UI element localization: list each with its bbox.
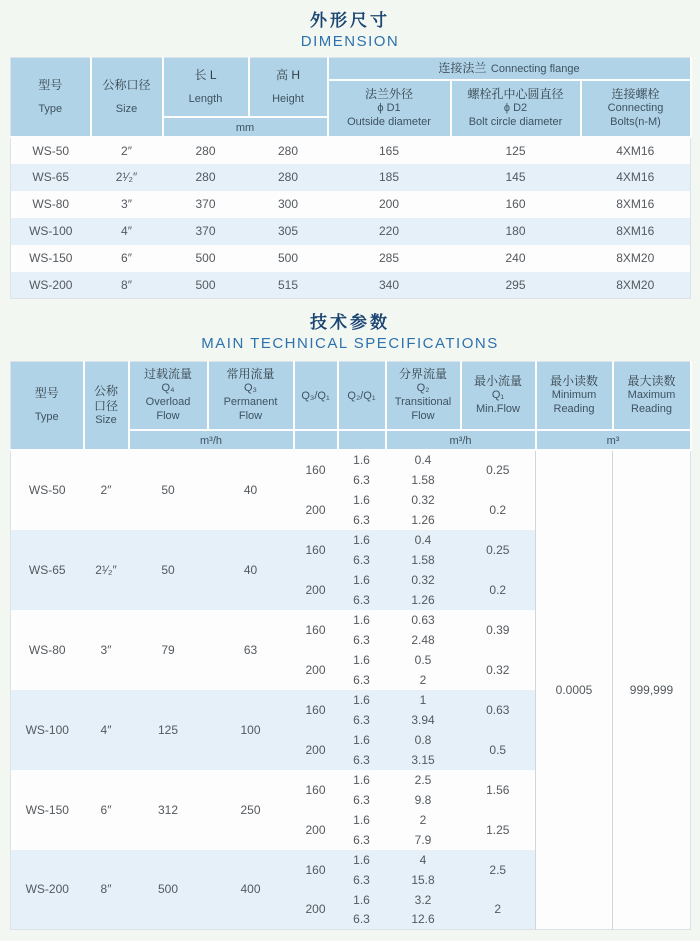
label-en: Type (38, 102, 63, 115)
bolts-cell: 8XM16 (581, 218, 691, 245)
transitional-cell: 2 (386, 810, 461, 830)
q2q1-cell: 1.6 (338, 810, 386, 830)
size-cell: 4″ (91, 218, 163, 245)
size-cell: 3″ (84, 610, 129, 690)
label-en: Flow (156, 410, 180, 423)
permanent-cell: 100 (208, 690, 294, 770)
label-cn: 高 H (275, 67, 300, 82)
size-cell: 6″ (91, 245, 163, 272)
unit-label: mm (235, 121, 255, 134)
q2q1-cell: 6.3 (338, 510, 386, 530)
col-header-q3q1-ratio (294, 362, 338, 430)
col-header-size (91, 58, 163, 137)
q3q1-cell: 200 (294, 890, 338, 930)
col-header-outside-diameter (328, 80, 451, 137)
q3q1-cell: 160 (294, 690, 338, 730)
q2q1-cell: 1.6 (338, 770, 386, 790)
label-cn: 口径 (93, 398, 118, 413)
label-cn: 法兰外径 (364, 87, 413, 101)
size-cell: 3″ (91, 191, 163, 218)
label-cn: 最小读数 (549, 374, 598, 389)
label-cn: 分界流量 (398, 367, 447, 382)
transitional-cell: 3.15 (386, 750, 461, 770)
label-en: Transitional (394, 396, 452, 409)
label-en: Outside diameter (347, 116, 431, 128)
label-en: Bolts(n-M) (610, 116, 661, 128)
label-en: Min.Flow (475, 403, 520, 416)
col-header-overload-flow (129, 362, 208, 430)
q2q1-cell: 1.6 (338, 850, 386, 870)
minflow-cell: 0.2 (461, 570, 536, 610)
type-cell: WS-200 (11, 850, 84, 930)
q2q1-cell: 1.6 (338, 650, 386, 670)
transitional-cell: 4 (386, 850, 461, 870)
unit-header-flow-b (386, 430, 536, 450)
q3q1-cell: 160 (294, 610, 338, 650)
d2-cell: 180 (451, 218, 581, 245)
label-en: Reading (553, 403, 595, 416)
label-en: Size (115, 102, 138, 115)
size-cell: 8″ (84, 850, 129, 930)
bolts-cell: 4XM16 (581, 164, 691, 191)
q3q1-cell: 200 (294, 730, 338, 770)
q3q1-cell: 200 (294, 810, 338, 850)
d2-cell: 295 (451, 272, 581, 299)
col-header-size (84, 362, 129, 450)
height-cell: 500 (249, 245, 328, 272)
type-cell: WS-80 (11, 191, 91, 218)
q2q1-cell: 6.3 (338, 630, 386, 650)
label-symbol: Q₄ (161, 382, 175, 395)
q2q1-cell: 6.3 (338, 750, 386, 770)
label-cn: 最大读数 (627, 374, 676, 389)
label-symbol: ϕ D1 (377, 102, 401, 114)
col-header-minimum-reading (536, 362, 613, 430)
permanent-cell: 63 (208, 610, 294, 690)
specs-title-block (10, 312, 690, 353)
height-cell: 305 (249, 218, 328, 245)
transitional-cell: 12.6 (386, 910, 461, 930)
label-symbol: Q₂ (416, 382, 430, 395)
d1-cell: 185 (328, 164, 451, 191)
unit-header-empty (294, 430, 338, 450)
table-row (11, 450, 691, 470)
type-cell: WS-80 (11, 610, 84, 690)
d2-cell: 145 (451, 164, 581, 191)
header-row (11, 58, 691, 80)
overload-cell: 50 (129, 530, 208, 610)
q3q1-cell: 160 (294, 450, 338, 490)
label-cn: 公称 (93, 383, 118, 398)
label-en: Connecting flange (490, 63, 580, 76)
label-symbol: Q₂/Q₁ (347, 390, 376, 403)
transitional-cell: 2 (386, 670, 461, 690)
minflow-cell: 2.5 (461, 850, 536, 890)
transitional-cell: 0.63 (386, 610, 461, 630)
minflow-cell: 0.25 (461, 450, 536, 490)
transitional-cell: 1.26 (386, 510, 461, 530)
min-reading-cell: 0.0005 (536, 450, 613, 930)
unit-header-reading (536, 430, 691, 450)
label-symbol: Q₃/Q₁ (301, 390, 330, 403)
d1-cell: 165 (328, 137, 451, 164)
dimension-title-en: DIMENSION (300, 33, 400, 50)
minflow-cell: 0.2 (461, 490, 536, 530)
unit-label: m³ (606, 434, 620, 447)
label-en: Size (95, 413, 117, 426)
overload-cell: 50 (129, 450, 208, 530)
label-cn: 连接法兰 (438, 61, 487, 76)
transitional-cell: 1 (386, 690, 461, 710)
q2q1-cell: 6.3 (338, 870, 386, 890)
height-cell: 300 (249, 191, 328, 218)
q2q1-cell: 6.3 (338, 470, 386, 490)
unit-header-mm (163, 117, 328, 137)
table-row (11, 272, 691, 299)
minflow-cell: 0.32 (461, 650, 536, 690)
q3q1-cell: 200 (294, 490, 338, 530)
label-symbol: Q₁ (491, 389, 505, 402)
unit-label: m³/h (449, 434, 472, 447)
length-cell: 280 (163, 137, 249, 164)
col-header-type (11, 58, 91, 137)
size-cell: 2¹⁄₂″ (91, 164, 163, 191)
unit-label: m³/h (200, 434, 222, 447)
label-cn: 公称口径 (102, 77, 151, 92)
transitional-cell: 3.2 (386, 890, 461, 910)
length-cell: 500 (163, 272, 249, 299)
transitional-cell: 1.58 (386, 470, 461, 490)
transitional-cell: 2.48 (386, 630, 461, 650)
q2q1-cell: 6.3 (338, 550, 386, 570)
label-cn: 过载流量 (143, 367, 192, 382)
label-en: Permanent (223, 396, 278, 409)
label-en: Bolt circle diameter (468, 116, 563, 128)
minflow-cell: 2 (461, 890, 536, 930)
transitional-cell: 15.8 (386, 870, 461, 890)
q2q1-cell: 6.3 (338, 790, 386, 810)
minflow-cell: 0.63 (461, 690, 536, 730)
q2q1-cell: 1.6 (338, 730, 386, 750)
d1-cell: 340 (328, 272, 451, 299)
type-cell: WS-65 (11, 164, 91, 191)
minflow-cell: 0.39 (461, 610, 536, 650)
type-cell: WS-100 (11, 218, 91, 245)
label-cn: 长 L (194, 67, 217, 82)
transitional-cell: 0.4 (386, 450, 461, 470)
unit-header-flow-a (129, 430, 294, 450)
d1-cell: 285 (328, 245, 451, 272)
max-reading-cell: 999,999 (613, 450, 691, 930)
label-en: Flow (411, 410, 435, 423)
height-cell: 280 (249, 164, 328, 191)
q2q1-cell: 1.6 (338, 490, 386, 510)
transitional-cell: 0.32 (386, 490, 461, 510)
label-cn: 最小流量 (473, 374, 522, 389)
height-cell: 515 (249, 272, 328, 299)
label-symbol: Q₃ (243, 382, 258, 395)
q2q1-cell: 1.6 (338, 530, 386, 550)
bolts-cell: 8XM20 (581, 245, 691, 272)
size-cell: 2″ (84, 450, 129, 530)
col-header-height (249, 58, 328, 117)
q2q1-cell: 6.3 (338, 910, 386, 930)
overload-cell: 125 (129, 690, 208, 770)
dimension-title-cn: 外形尺寸 (310, 11, 390, 30)
q2q1-cell: 6.3 (338, 590, 386, 610)
label-symbol: ϕ D2 (503, 102, 528, 114)
q2q1-cell: 1.6 (338, 690, 386, 710)
overload-cell: 500 (129, 850, 208, 930)
permanent-cell: 40 (208, 530, 294, 610)
transitional-cell: 1.58 (386, 550, 461, 570)
col-header-q2q1-ratio (338, 362, 386, 430)
col-header-transitional-flow (386, 362, 461, 430)
transitional-cell: 0.8 (386, 730, 461, 750)
label-en: Type (34, 411, 59, 424)
header-row (11, 362, 691, 430)
d2-cell: 160 (451, 191, 581, 218)
specs-table (10, 361, 692, 930)
col-header-bolt-circle (451, 80, 581, 137)
col-header-permanent-flow (208, 362, 294, 430)
q3q1-cell: 200 (294, 570, 338, 610)
d1-cell: 200 (328, 191, 451, 218)
label-en: Length (188, 92, 223, 105)
table-row (11, 164, 691, 191)
length-cell: 500 (163, 245, 249, 272)
length-cell: 370 (163, 191, 249, 218)
label-cn: 型号 (34, 386, 59, 401)
col-header-type (11, 362, 84, 450)
transitional-cell: 0.5 (386, 650, 461, 670)
bolts-cell: 8XM16 (581, 191, 691, 218)
col-header-bolts (581, 80, 691, 137)
unit-header-empty (338, 430, 386, 450)
permanent-cell: 250 (208, 770, 294, 850)
table-row (11, 137, 691, 164)
label-en: Height (272, 92, 304, 105)
type-cell: WS-150 (11, 245, 91, 272)
permanent-cell: 40 (208, 450, 294, 530)
table-row (11, 245, 691, 272)
label-en: Maximum (627, 389, 676, 402)
label-en: Overload (145, 396, 191, 409)
col-header-maximum-reading (613, 362, 691, 430)
d1-cell: 220 (328, 218, 451, 245)
q3q1-cell: 160 (294, 530, 338, 570)
size-cell: 6″ (84, 770, 129, 850)
minflow-cell: 0.25 (461, 530, 536, 570)
type-cell: WS-150 (11, 770, 84, 850)
q2q1-cell: 1.6 (338, 890, 386, 910)
overload-cell: 312 (129, 770, 208, 850)
minflow-cell: 0.5 (461, 730, 536, 770)
col-header-flange-group (328, 58, 691, 80)
type-cell: WS-100 (11, 690, 84, 770)
label-en: Minimum (551, 389, 597, 402)
label-en: Flow (238, 410, 263, 423)
transitional-cell: 0.32 (386, 570, 461, 590)
length-cell: 280 (163, 164, 249, 191)
label-cn: 型号 (38, 77, 63, 92)
size-cell: 8″ (91, 272, 163, 299)
specs-title-cn: 技术参数 (310, 313, 390, 332)
type-cell: WS-200 (11, 272, 91, 299)
size-cell: 2″ (91, 137, 163, 164)
transitional-cell: 1.26 (386, 590, 461, 610)
type-cell: WS-50 (11, 137, 91, 164)
size-cell: 2¹⁄₂″ (84, 530, 129, 610)
transitional-cell: 7.9 (386, 830, 461, 850)
label-cn: 常用流量 (226, 367, 275, 382)
overload-cell: 79 (129, 610, 208, 690)
transitional-cell: 2.5 (386, 770, 461, 790)
transitional-cell: 9.8 (386, 790, 461, 810)
q3q1-cell: 160 (294, 850, 338, 890)
type-cell: WS-50 (11, 450, 84, 530)
minflow-cell: 1.25 (461, 810, 536, 850)
d2-cell: 240 (451, 245, 581, 272)
col-header-length (163, 58, 249, 117)
type-cell: WS-65 (11, 530, 84, 610)
q2q1-cell: 1.6 (338, 610, 386, 630)
label-en: Connecting (607, 102, 664, 114)
permanent-cell: 400 (208, 850, 294, 930)
col-header-min-flow (461, 362, 536, 430)
table-row (11, 218, 691, 245)
dimension-table (10, 57, 692, 299)
label-cn: 螺栓孔中心圆直径 (467, 87, 564, 101)
label-en: Reading (631, 403, 672, 416)
dimension-title-block (10, 10, 690, 51)
label-cn: 连接螺栓 (611, 87, 660, 101)
table-row (11, 191, 691, 218)
bolts-cell: 4XM16 (581, 137, 691, 164)
q2q1-cell: 6.3 (338, 830, 386, 850)
transitional-cell: 0.4 (386, 530, 461, 550)
bolts-cell: 8XM20 (581, 272, 691, 299)
q3q1-cell: 200 (294, 650, 338, 690)
d2-cell: 125 (451, 137, 581, 164)
size-cell: 4″ (84, 690, 129, 770)
specs-title-en: MAIN TECHNICAL SPECIFICATIONS (201, 335, 499, 352)
q2q1-cell: 1.6 (338, 450, 386, 470)
minflow-cell: 1.56 (461, 770, 536, 810)
q2q1-cell: 6.3 (338, 710, 386, 730)
q2q1-cell: 1.6 (338, 570, 386, 590)
transitional-cell: 3.94 (386, 710, 461, 730)
height-cell: 280 (249, 137, 328, 164)
q3q1-cell: 160 (294, 770, 338, 810)
q2q1-cell: 6.3 (338, 670, 386, 690)
length-cell: 370 (163, 218, 249, 245)
